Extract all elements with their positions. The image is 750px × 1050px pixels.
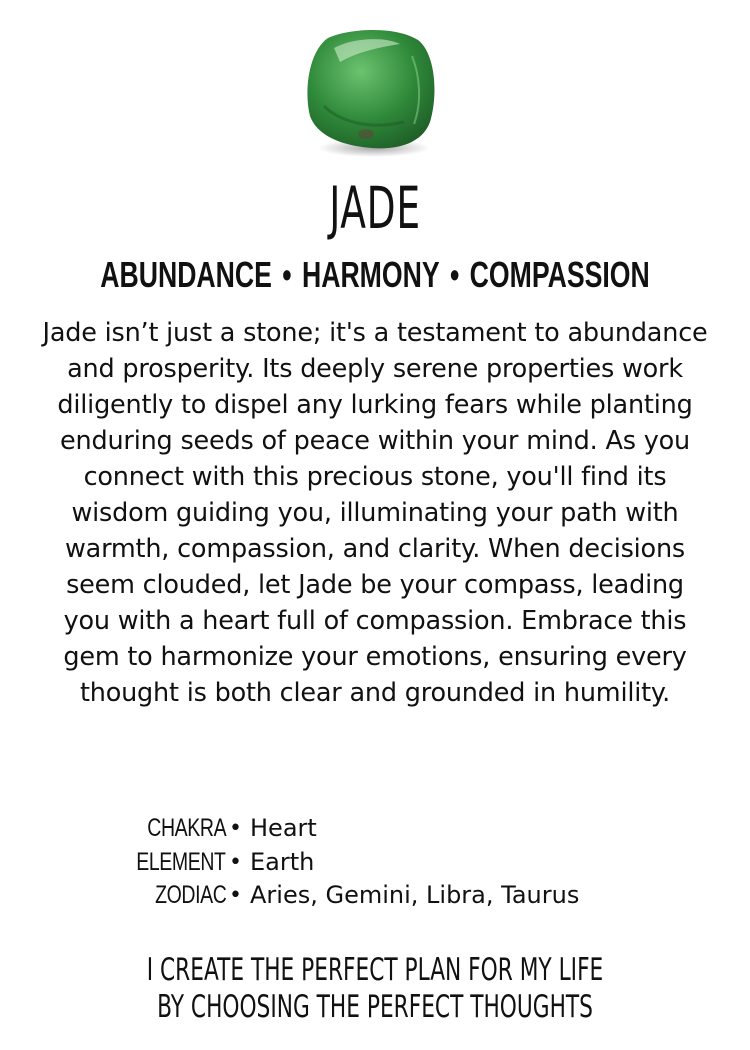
affirmation-line-2: BY CHOOSING THE PERFECT THOUGHTS: [157, 989, 593, 1025]
stone-title: JADE: [329, 174, 421, 242]
stone-description: Jade isn’t just a stone; it's a testament to abundance and prosperity. Its deeply serene properties work diligently to dispel any lurking fears while planting enduring seeds of peace within your mind. As you connect with this precious stone, you'll find its wisdom guiding you, illuminating your path with warmth, compassion, and clarity. When decisions seem clouded, let Jade be your compass, leading you with a heart full of compassion. Embrace this gem to harmonize your emotions, ensuring every thought is both clear and grounded in humility.: [42, 318, 708, 708]
keyword-abundance: ABUNDANCE: [100, 254, 272, 295]
keyword-separator: •: [449, 254, 460, 295]
attribute-value: Heart: [250, 814, 317, 842]
attribute-row-chakra: [0, 812, 750, 846]
keyword-harmony: HARMONY: [301, 254, 440, 295]
attribute-row-zodiac: [0, 879, 750, 913]
attribute-label: ELEMENT: [136, 847, 226, 876]
attribute-separator: •: [229, 849, 242, 875]
keyword-list: [98, 252, 653, 298]
attribute-row-element: [0, 846, 750, 880]
attribute-value: Earth: [250, 847, 315, 876]
keyword-separator: •: [282, 254, 292, 295]
attribute-value: Aries, Gemini, Libra, Taurus: [250, 881, 580, 909]
attribute-separator: •: [229, 883, 242, 908]
attribute-label: ZODIAC: [154, 881, 226, 909]
attribute-label: CHAKRA: [147, 814, 226, 842]
attribute-separator: •: [229, 816, 242, 841]
affirmation: [113, 952, 638, 1026]
jade-stone-image: [300, 26, 440, 158]
keyword-compassion: COMPASSION: [469, 254, 650, 295]
affirmation-line-1: I CREATE THE PERFECT PLAN FOR MY LIFE: [146, 952, 604, 988]
stone-attributes: [0, 812, 750, 913]
